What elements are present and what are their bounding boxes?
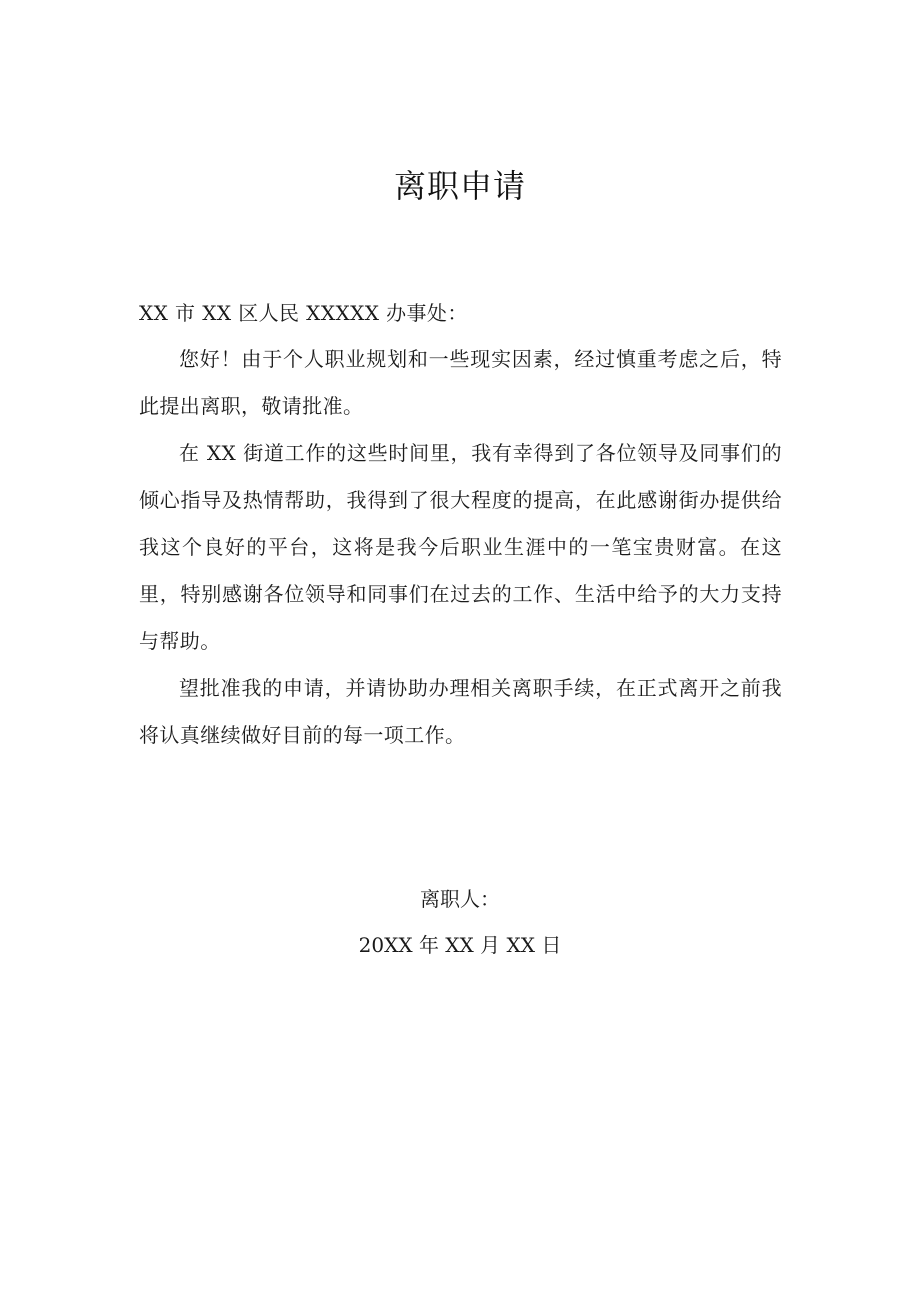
paragraph-thanks: 在 XX 街道工作的这些时间里，我有幸得到了各位领导及同事们的倾心指导及热情帮助，我得到了很大程度的提高，在此感谢街办提供给我这个良好的平台，这将是我今后职业生涯中的一笔宝贵财富。在这里，特别感谢各位领导和同事们在过去的工作、生活中给予的大力支持与帮助。 xyxy=(139,441,782,653)
salutation: XX 市 XX 区人民 XXXXX 办事处： xyxy=(139,301,468,325)
signature-date: 20XX 年 XX 月 XX 日 xyxy=(358,933,562,957)
letter-body xyxy=(139,290,782,759)
paragraph-greeting: 您好！由于个人职业规划和一些现实因素，经过慎重考虑之后，特此提出离职，敬请批准。 xyxy=(139,347,782,418)
document-title: 离职申请 xyxy=(393,167,526,205)
resigner-label: 离职人： xyxy=(420,887,500,911)
signature-block xyxy=(0,876,920,968)
paragraph-request: 望批准我的申请，并请协助办理相关离职手续，在正式离开之前我将认真继续做好目前的每一项工作。 xyxy=(139,676,782,747)
